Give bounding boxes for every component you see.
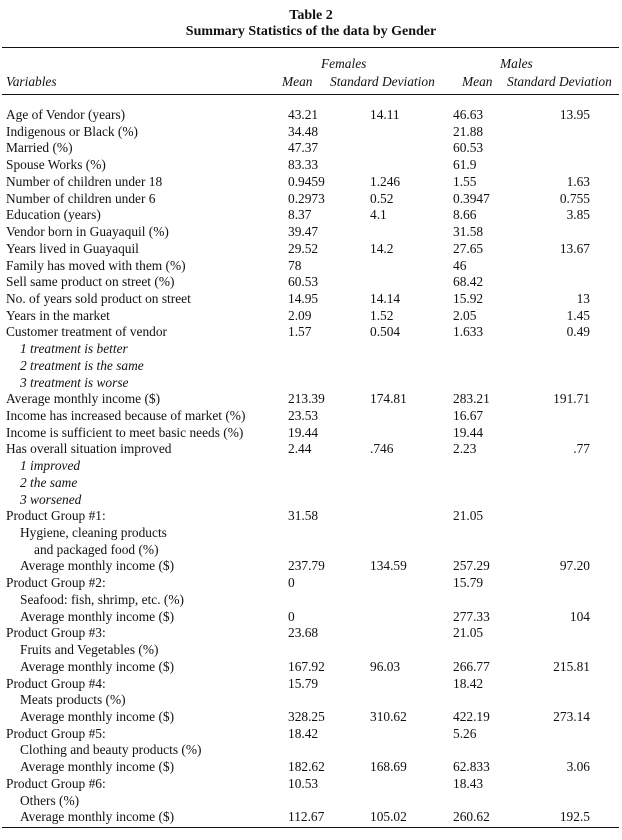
row-label: Customer treatment of vendor xyxy=(6,324,168,340)
female-sd-cell: 0.52 xyxy=(370,190,394,206)
female-mean-cell: 2.44 xyxy=(288,441,312,457)
male-mean-cell: 19.44 xyxy=(453,424,484,440)
table-row xyxy=(0,441,622,458)
male-mean-cell: 266.77 xyxy=(453,658,490,674)
header-male-mean: Mean xyxy=(462,74,493,89)
table-row xyxy=(0,609,622,626)
female-mean-cell: 29.52 xyxy=(288,240,319,256)
male-mean-cell: 21.05 xyxy=(453,625,484,641)
male-mean-cell: 62.833 xyxy=(453,759,490,775)
male-mean-cell: 60.53 xyxy=(453,140,484,156)
male-sd-cell: 3.85 xyxy=(566,207,590,223)
male-mean-cell: 18.43 xyxy=(453,775,484,791)
male-mean-cell: 8.66 xyxy=(453,207,477,223)
table-row xyxy=(0,291,622,308)
male-mean-cell: 21.05 xyxy=(453,508,484,524)
male-sd-cell: 192.5 xyxy=(559,809,590,825)
table-row xyxy=(0,742,622,759)
female-mean-cell: 182.62 xyxy=(288,759,325,775)
row-label: Age of Vendor (years) xyxy=(6,107,126,122)
female-sd-cell: 4.1 xyxy=(370,207,387,223)
female-sd-cell: 0.504 xyxy=(370,324,401,340)
female-mean-cell: 23.53 xyxy=(288,408,319,423)
male-mean-cell: 31.58 xyxy=(453,224,484,239)
female-mean-cell: 19.44 xyxy=(288,424,319,440)
table-row xyxy=(0,508,622,525)
male-mean-cell: 61.9 xyxy=(453,157,477,173)
row-label: Average monthly income ($) xyxy=(20,558,175,574)
row-label: 3 treatment is worse xyxy=(20,374,129,390)
row-label: Years in the market xyxy=(6,307,110,323)
row-label: Product Group #2: xyxy=(6,575,106,591)
female-sd-cell: 14.14 xyxy=(370,290,401,306)
female-sd-cell: 14.2 xyxy=(370,240,394,256)
row-label: Married (%) xyxy=(6,140,73,156)
table-row xyxy=(0,726,622,743)
table-row xyxy=(0,525,622,542)
female-mean-cell: 213.39 xyxy=(288,391,325,407)
table-row xyxy=(0,140,622,157)
table-row xyxy=(0,157,622,174)
male-sd-cell: 0.755 xyxy=(559,190,590,206)
table-row xyxy=(0,258,622,275)
row-label: Spouse Works (%) xyxy=(6,157,106,173)
row-label: 2 treatment is the same xyxy=(20,357,144,373)
female-mean-cell: 237.79 xyxy=(288,558,325,574)
row-label: Meats products (%) xyxy=(20,692,126,708)
male-sd-cell: .77 xyxy=(573,441,590,457)
header-variables: Variables xyxy=(6,74,57,89)
row-label: Indigenous or Black (%) xyxy=(6,123,139,139)
table-row xyxy=(0,324,622,341)
row-label: Family has moved with them (%) xyxy=(6,257,186,273)
female-sd-cell: 105.02 xyxy=(370,809,407,825)
table-row xyxy=(0,308,622,325)
female-mean-cell: 10.53 xyxy=(288,775,319,791)
male-sd-cell: 104 xyxy=(569,608,590,624)
row-label: Education (years) xyxy=(6,207,101,223)
table-row xyxy=(0,709,622,726)
table-row xyxy=(0,241,622,258)
header-females: Females xyxy=(321,56,367,71)
row-label: Product Group #5: xyxy=(6,725,106,741)
table-row xyxy=(0,107,622,124)
male-mean-cell: 257.29 xyxy=(453,558,490,574)
row-label: Fruits and Vegetables (%) xyxy=(20,642,159,657)
male-mean-cell: 18.42 xyxy=(453,675,484,691)
male-sd-cell: 273.14 xyxy=(553,708,590,724)
female-mean-cell: 47.37 xyxy=(288,140,319,156)
female-mean-cell: 31.58 xyxy=(288,508,319,524)
table-row xyxy=(0,759,622,776)
male-mean-cell: 27.65 xyxy=(453,240,484,256)
table-row xyxy=(0,191,622,208)
female-mean-cell: 0.2973 xyxy=(288,190,325,206)
table-title: Table 2 xyxy=(289,8,333,23)
female-mean-cell: 1.57 xyxy=(288,324,312,340)
top-rule xyxy=(2,47,619,48)
table-subtitle: Summary Statistics of the data by Gender xyxy=(185,24,437,39)
male-sd-cell: 1.63 xyxy=(566,173,590,189)
male-sd-cell: 191.71 xyxy=(553,391,590,407)
table-row xyxy=(0,274,622,291)
female-mean-cell: 0.9459 xyxy=(288,173,325,189)
table-row xyxy=(0,124,622,141)
row-label: 1 treatment is better xyxy=(20,341,128,357)
male-mean-cell: 46.63 xyxy=(453,107,484,122)
male-mean-cell: 277.33 xyxy=(453,608,490,624)
row-label: Sell same product on street (%) xyxy=(6,274,175,290)
table-row xyxy=(0,492,622,509)
female-sd-cell: .746 xyxy=(370,441,394,457)
female-mean-cell: 78 xyxy=(288,257,302,273)
female-sd-cell: 1.246 xyxy=(370,173,401,189)
male-sd-cell: 0.49 xyxy=(566,324,590,340)
male-mean-cell: 422.19 xyxy=(453,708,490,724)
table-row xyxy=(0,425,622,442)
table-row xyxy=(0,809,622,826)
male-mean-cell: 15.92 xyxy=(453,290,484,306)
male-mean-cell: 5.26 xyxy=(453,725,477,741)
table-row xyxy=(0,692,622,709)
row-label: Years lived in Guayaquil xyxy=(6,240,139,256)
row-label: Average monthly income ($) xyxy=(20,708,175,724)
row-label: Product Group #4: xyxy=(6,675,106,691)
header-males: Males xyxy=(500,56,533,71)
row-label: Average monthly income ($) xyxy=(20,809,175,825)
table-row xyxy=(0,642,622,659)
row-label: Income has increased because of market (%) xyxy=(6,408,246,423)
row-label: 3 worsened xyxy=(20,491,82,507)
row-label: Average monthly income ($) xyxy=(20,759,175,775)
table-row xyxy=(0,475,622,492)
row-label: Hygiene, cleaning products xyxy=(20,525,167,540)
row-label: 1 improved xyxy=(20,458,81,474)
female-sd-cell: 310.62 xyxy=(370,708,407,724)
table-row xyxy=(0,558,622,575)
male-mean-cell: 283.21 xyxy=(453,391,490,407)
table-row xyxy=(0,224,622,241)
female-mean-cell: 15.79 xyxy=(288,675,319,691)
male-sd-cell: 1.45 xyxy=(566,307,590,323)
female-sd-cell: 134.59 xyxy=(370,558,407,574)
table-row xyxy=(0,458,622,475)
bottom-rule xyxy=(2,827,619,828)
female-sd-cell: 174.81 xyxy=(370,391,407,407)
row-label: Product Group #1: xyxy=(6,508,106,524)
table-row xyxy=(0,625,622,642)
header-female-sd: Standard Deviation xyxy=(330,74,435,89)
male-mean-cell: 1.633 xyxy=(453,324,484,340)
row-label: Number of children under 6 xyxy=(6,190,156,206)
row-label: Average monthly income ($) xyxy=(6,391,161,407)
row-label: Average monthly income ($) xyxy=(20,658,175,674)
row-label: Product Group #3: xyxy=(6,625,106,641)
row-label: Clothing and beauty products (%) xyxy=(20,742,202,758)
female-sd-cell: 96.03 xyxy=(370,658,401,674)
female-mean-cell: 8.37 xyxy=(288,207,312,223)
table-row xyxy=(0,676,622,693)
female-mean-cell: 83.33 xyxy=(288,157,319,173)
male-sd-cell: 3.06 xyxy=(566,759,590,775)
row-label: Income is sufficient to meet basic needs (%) xyxy=(6,424,244,440)
table-row xyxy=(0,408,622,425)
row-label: Seafood: fish, shrimp, etc. (%) xyxy=(20,591,184,607)
female-mean-cell: 2.09 xyxy=(288,307,312,323)
female-mean-cell: 34.48 xyxy=(288,123,319,139)
female-mean-cell: 43.21 xyxy=(288,107,319,122)
male-mean-cell: 16.67 xyxy=(453,408,484,423)
table-row xyxy=(0,542,622,559)
row-label: 2 the same xyxy=(20,474,78,490)
row-label: Number of children under 18 xyxy=(6,173,163,189)
female-sd-cell: 1.52 xyxy=(370,307,394,323)
male-mean-cell: 2.23 xyxy=(453,441,477,457)
table-row xyxy=(0,375,622,392)
female-mean-cell: 60.53 xyxy=(288,274,319,290)
row-label: Average monthly income ($) xyxy=(20,608,175,624)
row-label: Product Group #6: xyxy=(6,775,106,791)
table-row xyxy=(0,207,622,224)
male-mean-cell: 1.55 xyxy=(453,173,477,189)
female-sd-cell: 14.11 xyxy=(370,107,400,122)
male-sd-cell: 97.20 xyxy=(559,558,590,574)
male-mean-cell: 46 xyxy=(453,257,467,273)
row-label: Others (%) xyxy=(20,792,80,808)
table-row xyxy=(0,659,622,676)
male-sd-cell: 13.67 xyxy=(559,240,590,256)
female-mean-cell: 0 xyxy=(288,575,295,591)
table-row xyxy=(0,174,622,191)
female-mean-cell: 23.68 xyxy=(288,625,319,641)
male-mean-cell: 15.79 xyxy=(453,575,484,591)
male-mean-cell: 0.3947 xyxy=(453,190,490,206)
female-mean-cell: 0 xyxy=(288,608,295,624)
female-mean-cell: 112.67 xyxy=(288,809,325,825)
header-female-mean: Mean xyxy=(282,74,313,89)
table-row xyxy=(0,793,622,810)
male-mean-cell: 260.62 xyxy=(453,809,490,825)
row-label: No. of years sold product on street xyxy=(6,290,191,306)
header-male-sd: Standard Deviation xyxy=(507,74,612,89)
male-sd-cell: 215.81 xyxy=(553,658,590,674)
table-row xyxy=(0,575,622,592)
female-mean-cell: 167.92 xyxy=(288,658,325,674)
table-row xyxy=(0,776,622,793)
table-row xyxy=(0,592,622,609)
male-mean-cell: 21.88 xyxy=(453,123,484,139)
table-row xyxy=(0,391,622,408)
male-mean-cell: 68.42 xyxy=(453,274,484,290)
row-label: Vendor born in Guayaquil (%) xyxy=(6,224,169,239)
female-mean-cell: 328.25 xyxy=(288,708,325,724)
male-sd-cell: 13 xyxy=(576,290,590,306)
row-label: Has overall situation improved xyxy=(6,441,172,457)
header-rule xyxy=(2,94,619,95)
table-row xyxy=(0,358,622,375)
female-mean-cell: 39.47 xyxy=(288,224,319,239)
row-label: and packaged food (%) xyxy=(34,541,159,557)
female-sd-cell: 168.69 xyxy=(370,759,407,775)
male-mean-cell: 2.05 xyxy=(453,307,477,323)
table-row xyxy=(0,341,622,358)
female-mean-cell: 14.95 xyxy=(288,290,319,306)
male-sd-cell: 13.95 xyxy=(559,107,590,122)
female-mean-cell: 18.42 xyxy=(288,725,319,741)
